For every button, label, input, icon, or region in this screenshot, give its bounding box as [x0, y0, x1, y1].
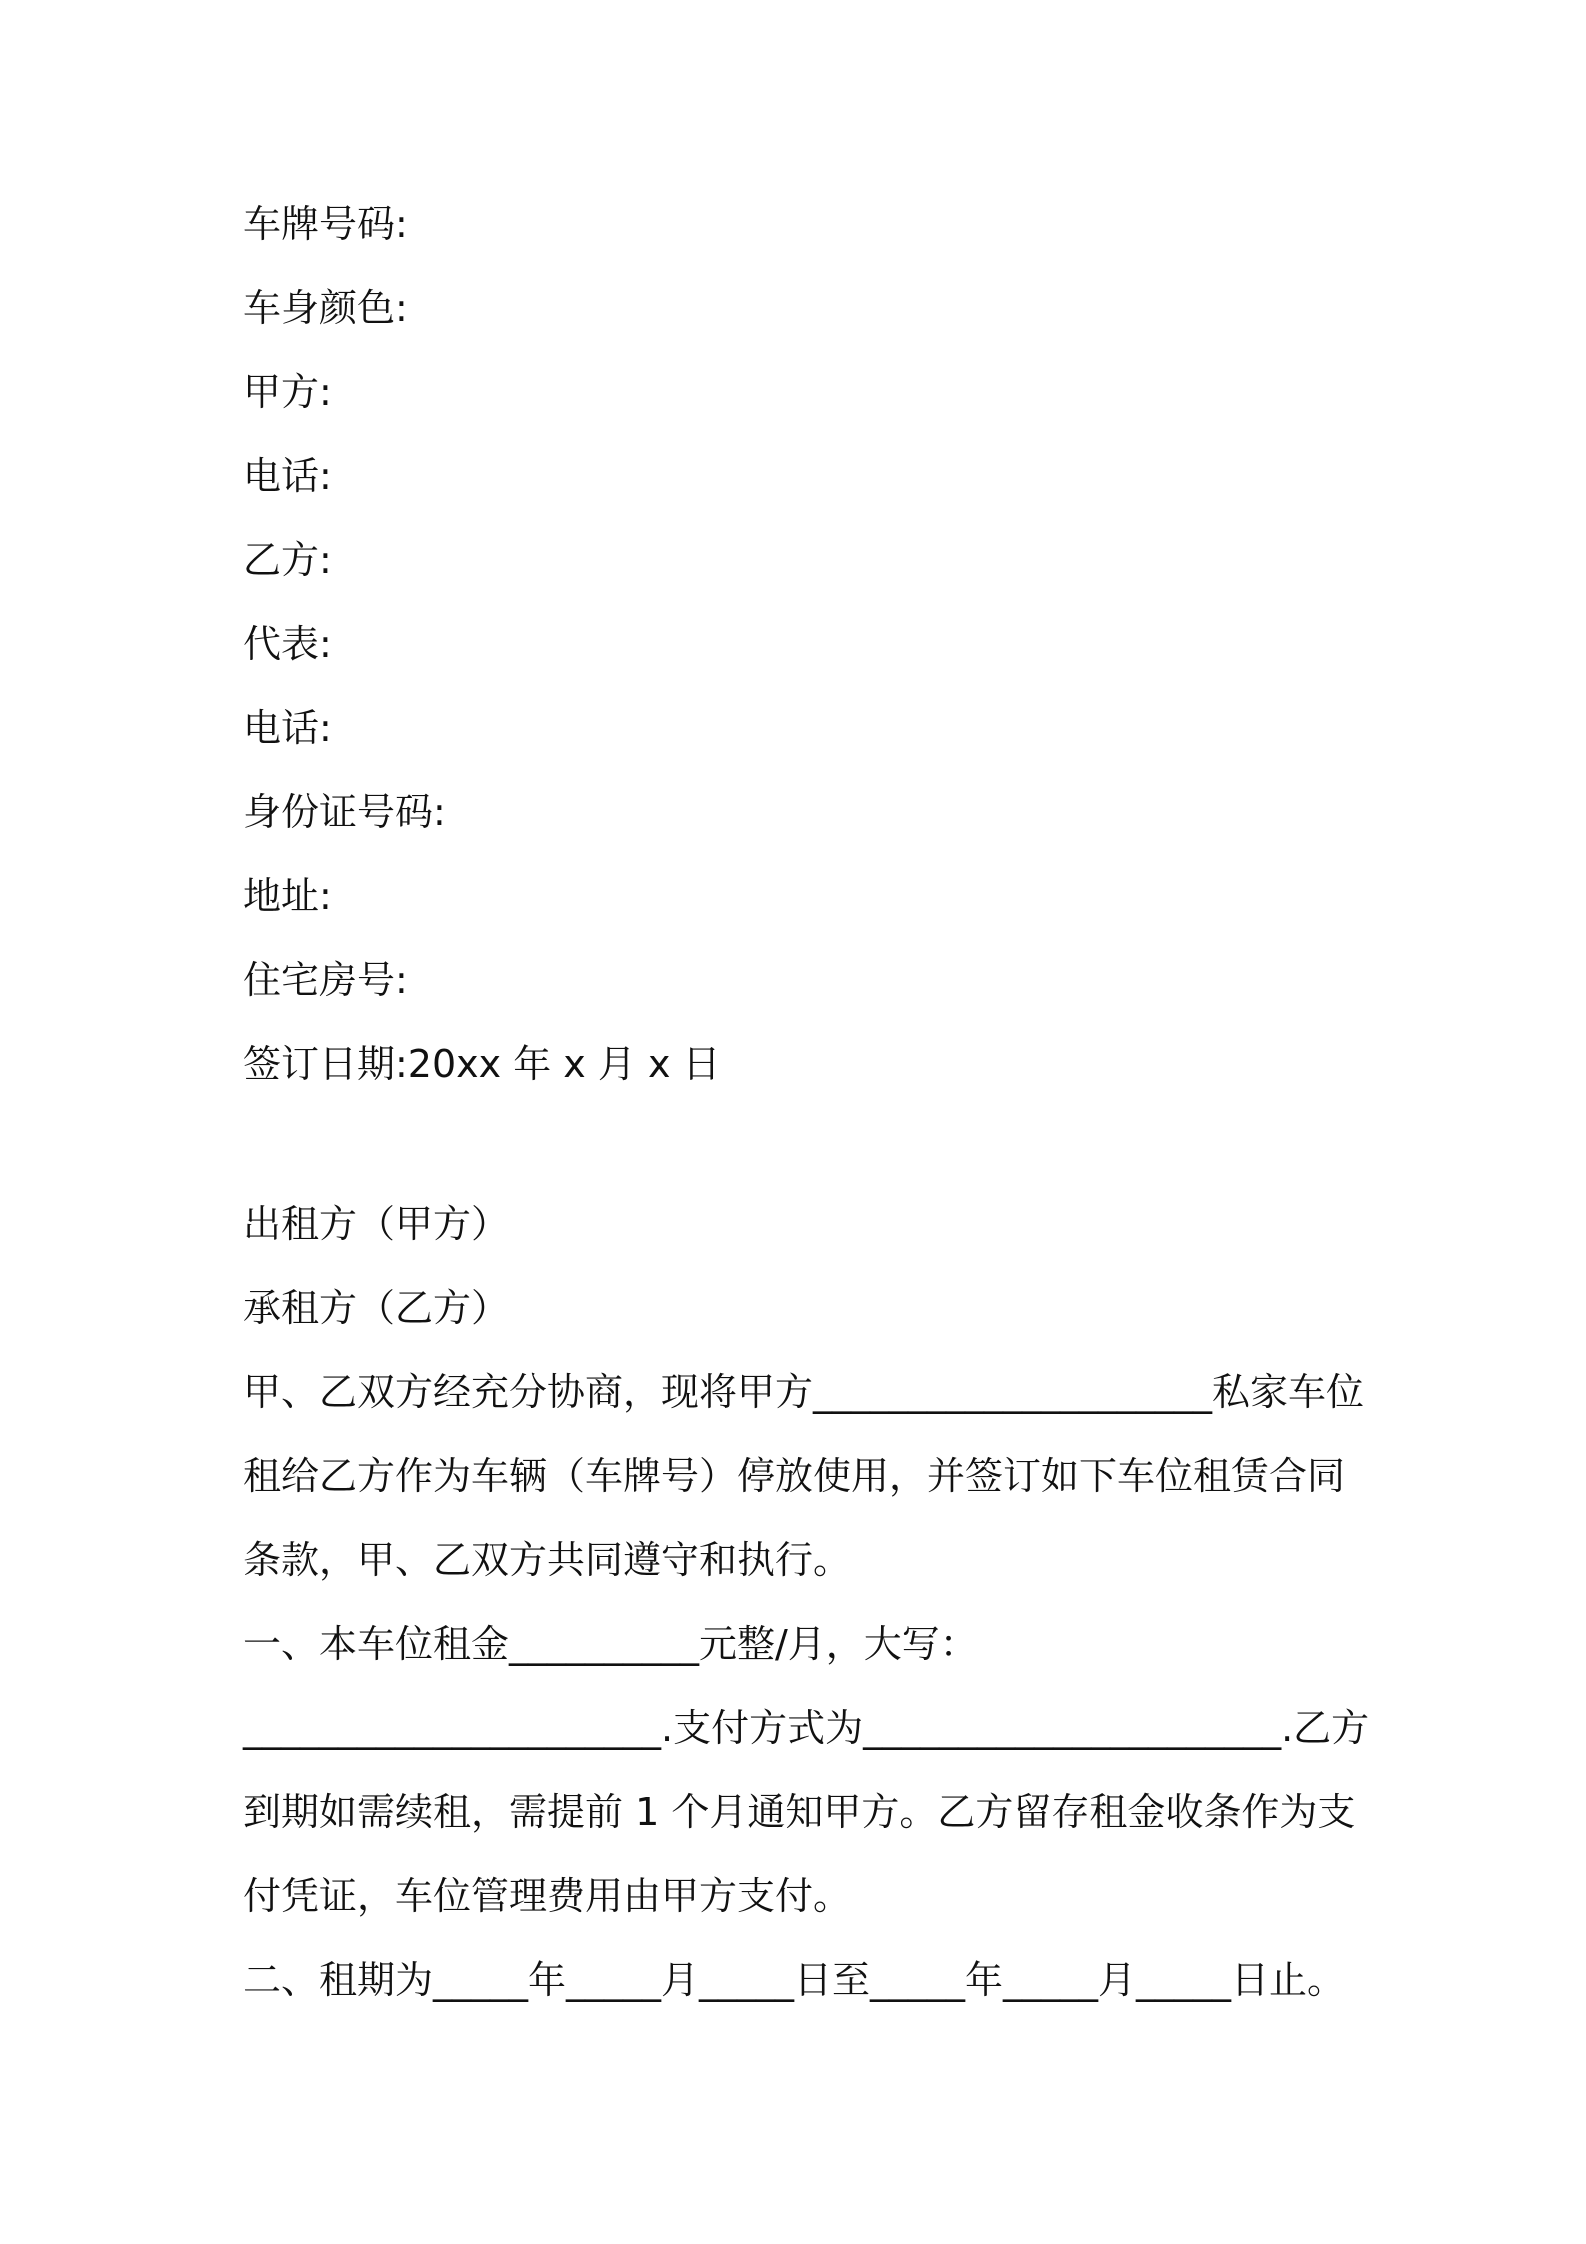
lessee-label: 承租方（乙方）	[243, 1286, 510, 1330]
representative-field: 代表:	[243, 622, 332, 666]
contract-info-fields	[243, 202, 1373, 1086]
residence-number-field: 住宅房号:	[243, 958, 408, 1002]
party-a-phone-field: 电话:	[243, 454, 332, 498]
lessor-label: 出租方（甲方）	[243, 1202, 510, 1246]
address-field: 地址:	[243, 874, 332, 918]
intro-paragraph: 甲、乙双方经充分协商，现将甲方_____________________私家车位租给乙方作为车辆（车牌号）停放使用，并签订如下车位租赁合同条款，甲、乙双方共同遵守和执行。	[243, 1370, 1365, 1582]
parties-section	[243, 1202, 1373, 1330]
id-number-field: 身份证号码:	[243, 790, 446, 834]
license-plate-field: 车牌号码:	[243, 202, 408, 246]
clause-one-paragraph: 一、本车位租金__________元整/月，大写：______________________.支付方式为______________________.乙方到期如需续租，需提前 1 个月通知甲方。乙方留存租金收条作为支付凭证，车位管理费用由甲方支付。	[243, 1622, 1370, 1918]
party-a-field: 甲方:	[243, 370, 332, 414]
signing-date-field: 签订日期:20xx 年 x 月 x 日	[243, 1042, 721, 1086]
contract-body	[243, 202, 1373, 2022]
party-b-field: 乙方:	[243, 538, 332, 582]
car-color-field: 车身颜色:	[243, 286, 408, 330]
party-b-phone-field: 电话:	[243, 706, 332, 750]
clause-two-paragraph: 二、租期为_____年_____月_____日至_____年_____月_____日止。	[243, 1958, 1346, 2002]
